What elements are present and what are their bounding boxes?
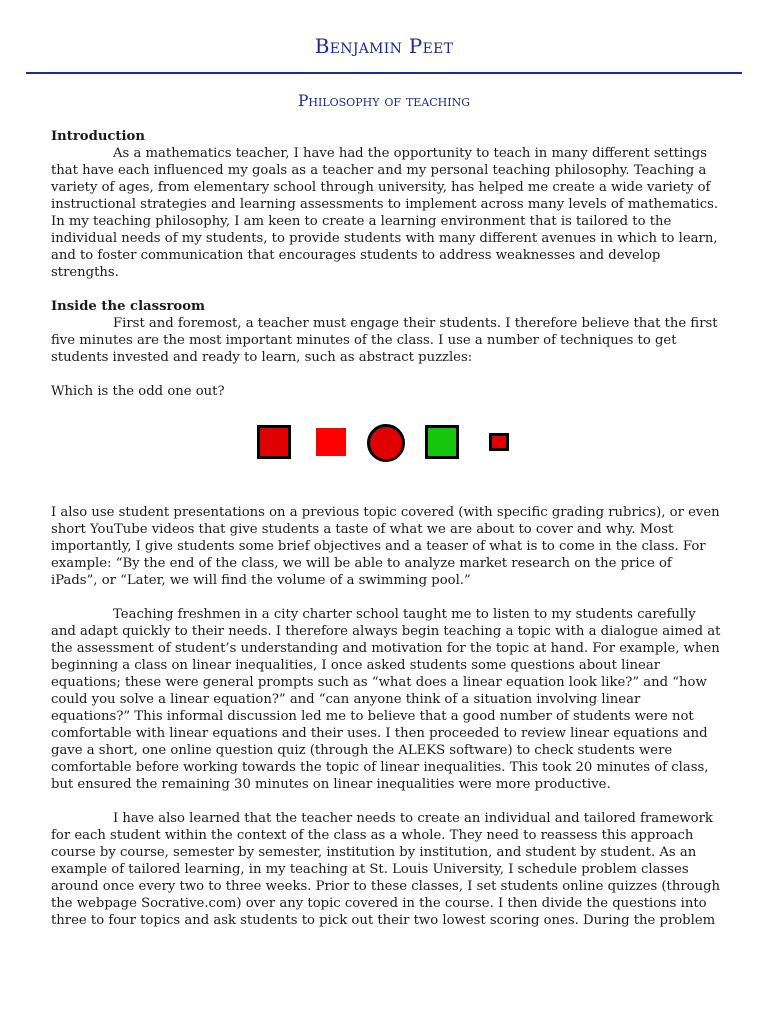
paragraph-classroom-1: First and foremost, a teacher must engage their students. I therefore believe that the first five minutes are the most important minutes of the class. I use a number of techniques to get students invested and ready to learn, such as abstract puzzles:	[51, 316, 718, 365]
puzzle-question: Which is the odd one out?	[51, 384, 225, 399]
document-title: Philosophy of teaching	[297, 92, 471, 110]
red-outlined-square	[257, 425, 291, 459]
small-red-outlined-square	[489, 433, 509, 451]
odd-one-out-puzzle	[51, 420, 721, 476]
paragraph-introduction: As a mathematics teacher, I have had the opportunity to teach in many different settings that have each influenced my goals as a teacher and my personal teaching philosophy. Teaching a variety of ages, from elementary school through university, has helped me create a wide variety of instructional strategies and learning assessments to implement across many levels of mathematics. In my teaching philosophy, I am keen to create a learning environment that is tailored to the individual needs of my students, to provide students with many different avenues in which to learn, and to foster communication that encourages students to address weaknesses and develop strengths.	[51, 146, 719, 280]
section-heading-introduction: Introduction	[51, 129, 145, 144]
red-plain-square	[316, 428, 346, 456]
paragraph-classroom-4: I have also learned that the teacher needs to create an individual and tailored framework for each student within the context of the class as a whole. They need to reassess this approach course by course, semester by semester, institution by institution, and student by student. As an example of tailored learning, in my teaching at St. Louis University, I schedule problem classes around once every two to three weeks. Prior to these classes, I set students online quizzes (through the webpage Socrative.com) over any topic covered in the course. I then divide the questions into three to four topics and ask students to pick out their two lowest scoring ones. During the problem	[51, 811, 721, 928]
paragraph-gap	[51, 366, 721, 383]
document-body	[51, 128, 721, 929]
green-outlined-square	[425, 425, 459, 459]
author-name: Benjamin Peet	[314, 34, 454, 58]
paragraph-gap	[51, 793, 721, 810]
paragraph-classroom-2: I also use student presentations on a previous topic covered (with specific grading rubrics), or even short YouTube videos that give students a taste of what we are about to cover and why. Most importantly, I give students some brief objectives and a teaser of what is to come in the class. For example: “By the end of the class, we will be able to analyze market research on the price of iPads”, or “Later, we will find the volume of a swimming pool.”	[51, 505, 720, 588]
paragraph-gap	[51, 281, 721, 298]
header-rule	[26, 72, 742, 74]
paragraph-classroom-3: Teaching freshmen in a city charter school taught me to listen to my students carefully and adapt quickly to their needs. I therefore always begin teaching a topic with a dialogue aimed at the assessment of student’s understanding and motivation for the topic at hand. For example, when beginning a class on linear inequalities, I once asked students some questions about linear equations; these were general prompts such as “what does a linear equation look like?” and “how could you solve a linear equation?” and “can anyone think of a situation involving linear equations?” This informal discussion led me to believe that a good number of students were not comfortable with linear equations and their uses. I then proceeded to review linear equations and gave a short, one online question quiz (through the ALEKS software) to check students were comfortable before working towards the topic of linear inequalities. This took 20 minutes of class, but ensured the remaining 30 minutes on linear inequalities were more productive.	[51, 607, 721, 792]
section-heading-classroom: Inside the classroom	[51, 299, 205, 314]
paragraph-gap	[51, 589, 721, 606]
red-outlined-circle	[367, 424, 405, 462]
